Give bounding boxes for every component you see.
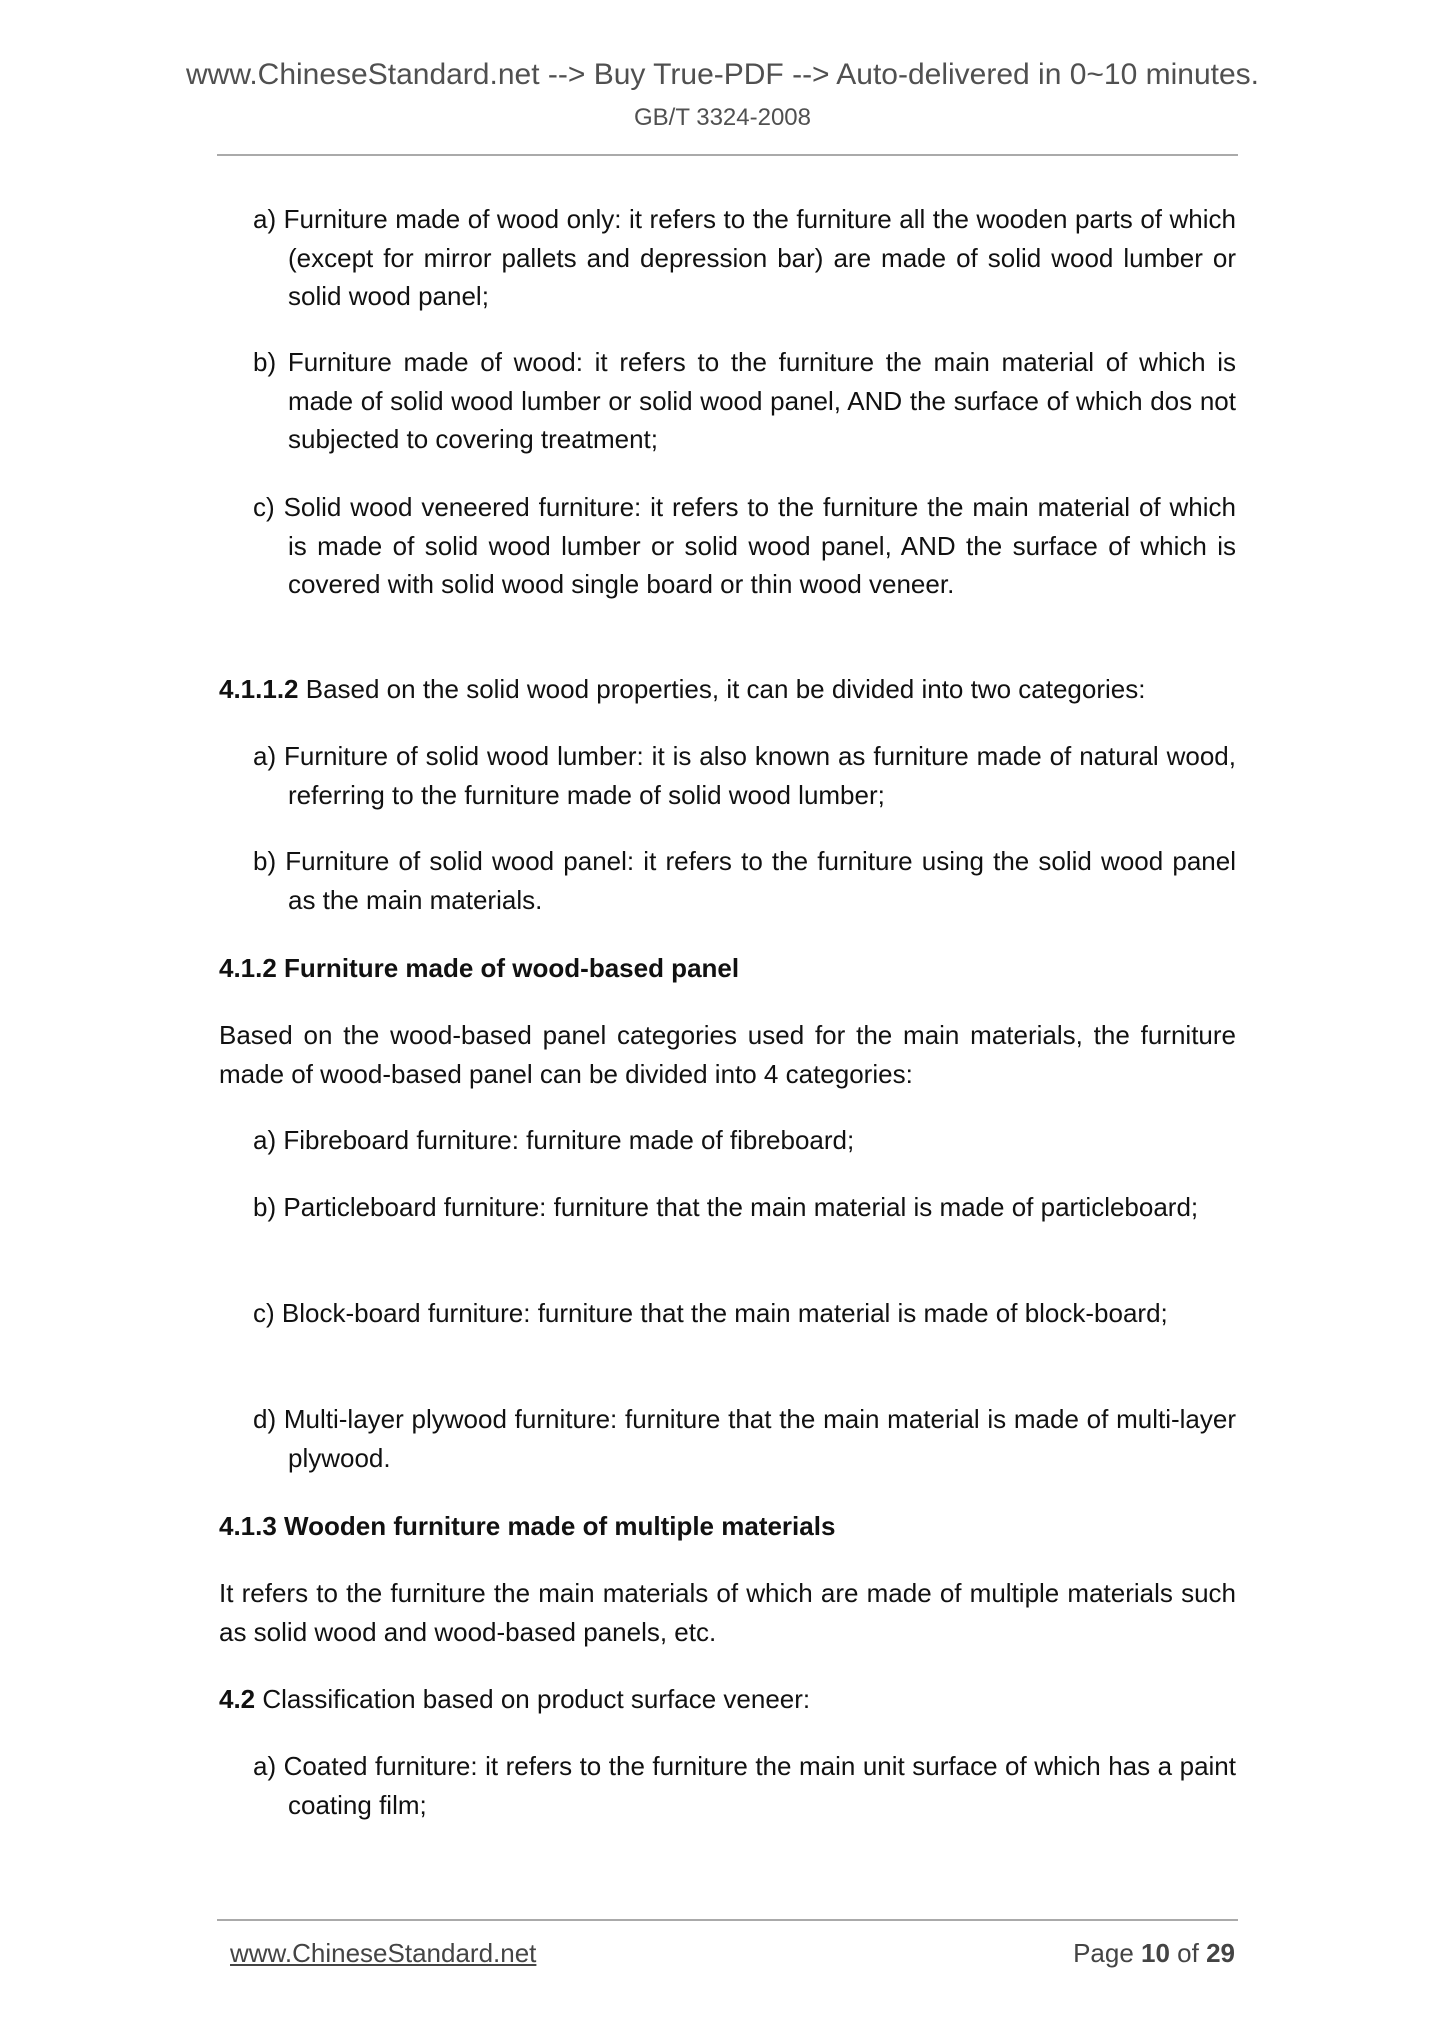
item-label: a) xyxy=(253,1125,277,1155)
page-prefix: Page xyxy=(1073,1938,1142,1968)
item-text: Furniture of solid wood panel: it refers to the furniture using the solid wood panel as the main materials. xyxy=(285,846,1236,915)
list-item xyxy=(253,1747,1236,1824)
item-label: c) xyxy=(253,1298,275,1328)
item-label: d) xyxy=(253,1404,277,1434)
list-item xyxy=(253,200,1236,316)
clause-number: 4.1.1.2 xyxy=(219,674,299,704)
item-text: Multi-layer plywood furniture: furniture that the main material is made of multi-layer plywood. xyxy=(283,1404,1236,1473)
list-item xyxy=(253,1188,1236,1227)
page-indicator xyxy=(1073,1938,1235,1969)
clause xyxy=(219,1680,1236,1719)
item-text: Fibreboard furniture: furniture made of fibreboard; xyxy=(283,1125,855,1155)
list-item xyxy=(253,842,1236,919)
item-text: Furniture of solid wood lumber: it is also known as furniture made of natural wood, referring to the furniture made of solid wood lumber; xyxy=(284,741,1236,810)
item-text: Particleboard furniture: furniture that the main material is made of particleboard; xyxy=(283,1192,1199,1222)
item-label: b) xyxy=(253,1192,277,1222)
paragraph: It refers to the furniture the main materials of which are made of multiple materials such as solid wood and wood-based panels, etc. xyxy=(219,1578,1236,1647)
item-label: a) xyxy=(253,741,277,771)
header-divider xyxy=(217,154,1238,156)
item-label: b) xyxy=(253,347,277,377)
standard-code: GB/T 3324-2008 xyxy=(633,104,811,131)
item-label: c) xyxy=(253,492,275,522)
item-label: b) xyxy=(253,846,277,876)
clause-text: Based on the solid wood properties, it can be divided into two categories: xyxy=(298,674,1146,704)
item-text: Furniture made of wood: it refers to the furniture the main material of which is made of solid wood lumber or solid wood panel, AND the surface of which dos not subjected to covering treatment; xyxy=(287,347,1236,454)
page-number: 10 xyxy=(1141,1938,1170,1968)
item-label: a) xyxy=(253,1751,277,1781)
item-text: Coated furniture: it refers to the furniture the main unit surface of which has a paint coating film; xyxy=(283,1751,1236,1820)
list-item xyxy=(253,1294,1236,1333)
header-banner: www.ChineseStandard.net --> Buy True-PDF --> Auto-delivered in 0~10 minutes. xyxy=(185,58,1260,91)
item-text: Furniture made of wood only: it refers to the furniture all the wooden parts of which (except for mirror pallets and depression bar) are made of solid wood lumber or solid wood panel; xyxy=(283,204,1236,311)
clause-number: 4.2 xyxy=(219,1684,256,1714)
list-item xyxy=(253,488,1236,604)
page-total: 29 xyxy=(1206,1938,1235,1968)
page-of: of xyxy=(1169,1938,1207,1968)
item-text: Solid wood veneered furniture: it refers to the furniture the main material of which is made of solid wood lumber or solid wood panel, AND the surface of which is covered with solid wood single board or thin wood veneer. xyxy=(283,492,1236,599)
list-item xyxy=(253,737,1236,814)
section-heading: 4.1.3 Wooden furniture made of multiple materials xyxy=(219,1511,836,1541)
item-label: a) xyxy=(253,204,277,234)
section-heading: 4.1.2 Furniture made of wood-based panel xyxy=(219,953,740,983)
clause-text: Classification based on product surface veneer: xyxy=(255,1684,811,1714)
paragraph: Based on the wood-based panel categories used for the main materials, the furniture made of wood-based panel can be divided into 4 categories: xyxy=(219,1020,1236,1089)
footer-link[interactable]: www.ChineseStandard.net xyxy=(230,1938,537,1968)
list-item xyxy=(253,1400,1236,1477)
item-text: Block-board furniture: furniture that the main material is made of block-board; xyxy=(281,1298,1168,1328)
clause xyxy=(219,670,1236,709)
list-item xyxy=(253,343,1236,459)
list-item xyxy=(253,1121,1236,1160)
footer-divider xyxy=(217,1919,1238,1921)
